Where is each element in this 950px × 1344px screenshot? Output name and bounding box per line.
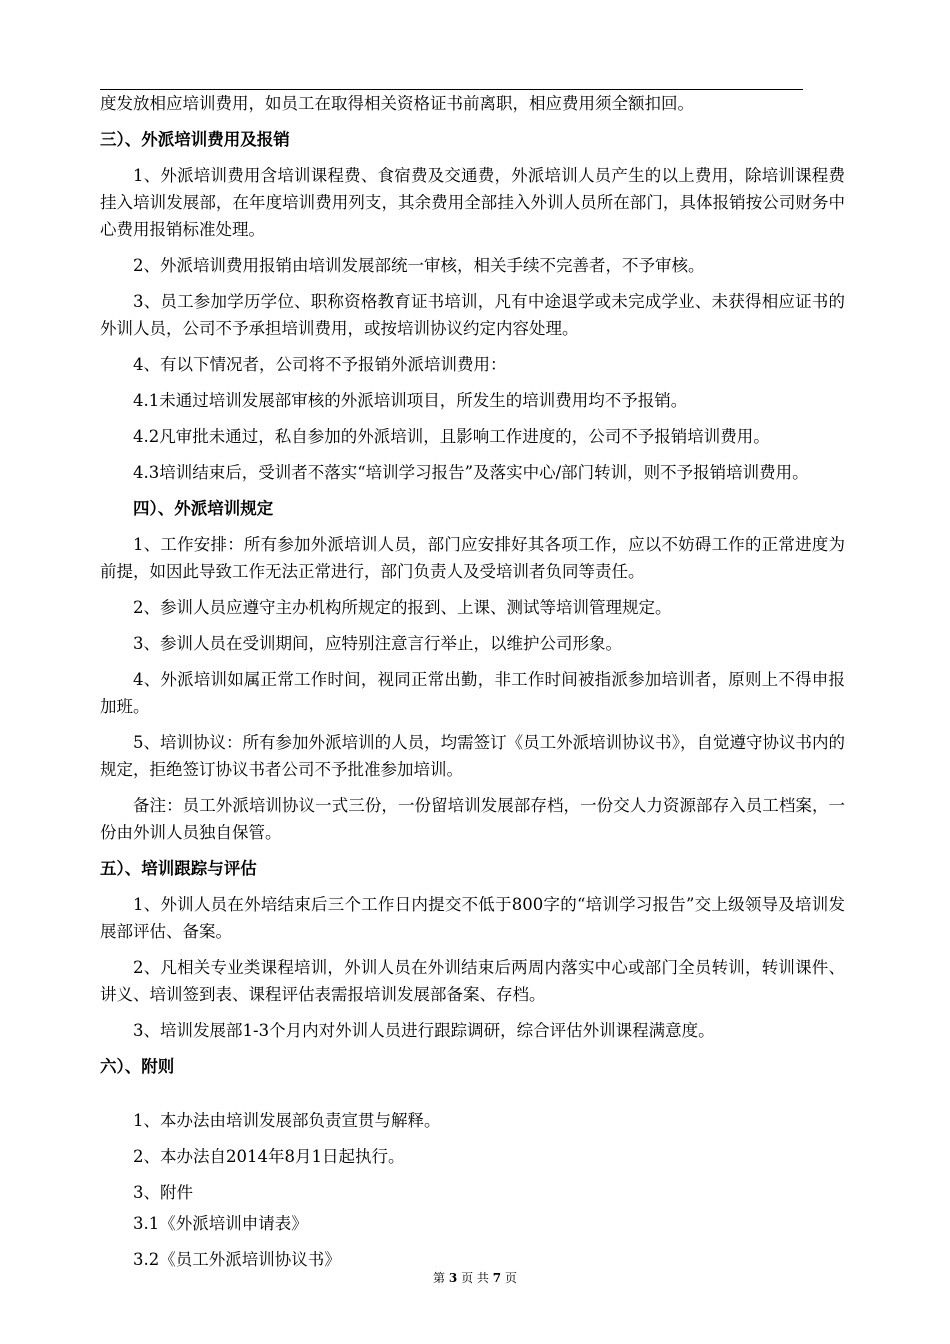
section-4-item: 4、外派培训如属正常工作时间，视同正常出勤，非工作时间被指派参加培训者，原则上不得申报加班。: [100, 670, 845, 716]
section-3-heading: 三）、外派培训费用及报销: [100, 130, 290, 149]
total-page-number: 7: [492, 1271, 502, 1285]
attachment-item: 3.2《员工外派培训协议书》: [133, 1250, 341, 1269]
section-5-item: 1、外训人员在外培结束后三个工作日内提交不低于800字的“培训学习报告”交上级领导及培训发展部评估、备案。: [100, 895, 845, 941]
continuation-paragraph: 度发放相应培训费用，如员工在取得相关资格证书前离职，相应费用须全额扣回。: [100, 94, 694, 113]
footer-middle: 页 共: [461, 1271, 489, 1285]
section-4-item: 1、工作安排：所有参加外派培训人员，部门应安排好其各项工作，应以不妨碍工作的正常进度为前提，如因此导致工作无法正常进行，部门负责人及受培训者负同等责任。: [100, 535, 845, 581]
section-3-item: 4.3培训结束后，受训者不落实“培训学习报告”及落实中心/部门转训，则不予报销培训费用。: [133, 463, 809, 482]
document-body: [100, 90, 845, 1282]
section-3-item: 1、外派培训费用含培训课程费、食宿费及交通费，外派培训人员产生的以上费用，除培训课程费挂入培训发展部，在年度培训费用列支，其余费用全部挂入外训人员所在部门，具体报销按公司财务中心费用报销标准处理。: [100, 166, 845, 239]
section-5-item: 2、凡相关专业类课程培训，外训人员在外训结束后两周内落实中心或部门全员转训，转训课件、讲义、培训签到表、课程评估表需报培训发展部备案、存档。: [100, 958, 845, 1004]
section-5-item: 3、培训发展部1-3个月内对外训人员进行跟踪调研，综合评估外训课程满意度。: [133, 1021, 715, 1040]
section-3-item: 3、员工参加学历学位、职称资格教育证书培训，凡有中途退学或未完成学业、未获得相应证书的外训人员，公司不予承担培训费用，或按培训协议约定内容处理。: [100, 292, 845, 338]
section-3-item: 4.2凡审批未通过，私自参加的外派培训，且影响工作进度的，公司不予报销培训费用。: [133, 427, 770, 446]
section-6-heading: 六）、附则: [100, 1057, 175, 1076]
section-3-item: 2、外派培训费用报销由培训发展部统一审核，相关手续不完善者，不予审核。: [133, 256, 705, 275]
footer-suffix: 页: [504, 1271, 517, 1285]
section-4-item: 2、参训人员应遵守主办机构所规定的报到、上课、测试等培训管理规定。: [133, 598, 672, 617]
section-6-item: 2、本办法自2014年8月1日起执行。: [133, 1147, 405, 1166]
section-6-item: 1、本办法由培训发展部负责宣贯与解释。: [133, 1111, 441, 1130]
current-page-number: 3: [448, 1271, 458, 1285]
section-4-heading: 四）、外派培训规定: [133, 499, 274, 518]
section-4-note: 备注：员工外派培训协议一式三份，一份留培训发展部存档，一份交人力资源部存入员工档案，一份由外训人员独自保管。: [100, 796, 845, 842]
section-5-heading: 五）、培训跟踪与评估: [100, 859, 257, 878]
footer-prefix: 第: [433, 1271, 446, 1285]
section-3-item: 4、有以下情况者，公司将不予报销外派培训费用：: [133, 355, 507, 374]
section-3-item: 4.1未通过培训发展部审核的外派培训项目，所发生的培训费用均不予报销。: [133, 391, 688, 410]
section-6-item: 3、附件: [133, 1183, 193, 1202]
section-4-item: 3、参训人员在受训期间，应特别注意言行举止，以维护公司形象。: [133, 634, 622, 653]
section-4-item: 5、培训协议：所有参加外派培训的人员，均需签订《员工外派培训协议书》，自觉遵守协议书内的规定，拒绝签订协议书者公司不予批准参加培训。: [100, 733, 845, 779]
page-footer: [0, 1270, 950, 1286]
spacer: [100, 1089, 845, 1107]
attachment-item: 3.1《外派培训申请表》: [133, 1214, 308, 1233]
